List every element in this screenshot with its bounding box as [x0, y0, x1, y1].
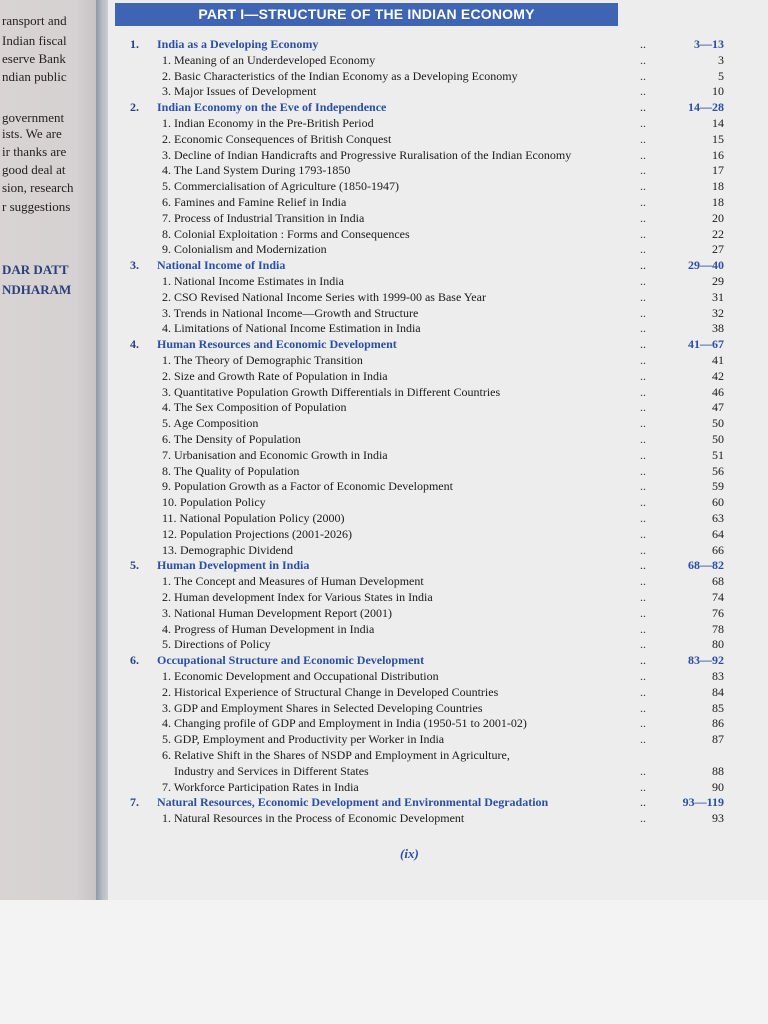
section-page: 38 — [712, 321, 724, 336]
chapter-title[interactable]: Indian Economy on the Eve of Independence — [157, 100, 387, 115]
leader-dots: .. — [640, 732, 646, 747]
leader-dots: .. — [640, 447, 646, 462]
leader-dots: .. — [640, 68, 646, 83]
section-title[interactable]: 9. Population Growth as a Factor of Economic Development — [162, 479, 453, 494]
leader-dots: .. — [640, 353, 646, 367]
section-title[interactable]: 2. Economic Consequences of British Conquest — [162, 131, 392, 146]
section-title[interactable]: 3. Trends in National Income—Growth and Structure — [162, 305, 419, 320]
section-row[interactable] — [0, 226, 768, 242]
section-row[interactable] — [0, 162, 768, 178]
part-header: PART I—STRUCTURE OF THE INDIAN ECONOMY — [115, 3, 618, 26]
section-title[interactable]: 1. The Concept and Measures of Human Development — [162, 574, 424, 589]
section-title[interactable]: 6. Famines and Famine Relief in India — [162, 195, 347, 209]
section-title[interactable]: 5. GDP, Employment and Productivity per Worker in India — [162, 732, 445, 747]
chapter-row[interactable] — [0, 557, 768, 573]
leader-dots: .. — [640, 179, 646, 194]
author-name: NDHARAM — [2, 282, 72, 297]
section-row[interactable] — [0, 526, 768, 542]
leader-dots: .. — [640, 479, 646, 494]
section-page: 76 — [712, 605, 724, 620]
section-row[interactable] — [0, 684, 768, 700]
section-row[interactable] — [0, 621, 768, 637]
leader-dots: .. — [640, 432, 646, 446]
section-page: 42 — [712, 368, 724, 383]
section-row[interactable] — [0, 605, 768, 621]
section-row[interactable] — [0, 352, 768, 368]
section-title[interactable]: 1. Indian Economy in the Pre-British Period — [162, 116, 374, 130]
section-page: 68 — [712, 574, 724, 589]
chapter-title[interactable]: Human Resources and Economic Development — [157, 337, 397, 352]
section-row[interactable] — [0, 494, 768, 510]
section-title[interactable]: 7. Process of Industrial Transition in India — [162, 210, 365, 225]
section-title[interactable]: 2. Historical Experience of Structural Change in Developed Countries — [162, 684, 499, 699]
section-title[interactable]: 5. Directions of Policy — [162, 637, 271, 652]
section-row[interactable] — [0, 368, 768, 384]
section-page: 17 — [712, 163, 724, 178]
chapter-pages: 3—13 — [694, 37, 724, 51]
leader-dots: .. — [640, 763, 646, 778]
leader-dots: .. — [640, 700, 646, 715]
leader-dots: .. — [640, 289, 646, 304]
leader-dots: .. — [640, 795, 646, 810]
leader-dots: .. — [640, 52, 646, 67]
section-page: 84 — [712, 684, 724, 699]
section-page: 15 — [712, 131, 724, 146]
section-title[interactable]: 1. Economic Development and Occupational Distribution — [162, 669, 439, 683]
leader-dots: .. — [640, 811, 646, 826]
section-title[interactable]: Industry and Services in Different States — [162, 763, 369, 778]
section-page: 18 — [712, 195, 724, 209]
section-page: 93 — [712, 811, 724, 826]
section-row[interactable] — [0, 305, 768, 321]
section-title[interactable]: 2. Size and Growth Rate of Population in India — [162, 368, 388, 383]
section-row[interactable] — [0, 779, 768, 795]
section-page: 50 — [712, 416, 724, 431]
section-page: 27 — [712, 242, 724, 257]
leader-dots: .. — [640, 684, 646, 699]
chapter-title[interactable]: Human Development in India — [157, 558, 310, 573]
leader-dots: .. — [640, 400, 646, 415]
section-page: 56 — [712, 463, 724, 478]
section-title[interactable]: 13. Demographic Dividend — [162, 542, 293, 557]
section-title[interactable]: 7. Urbanisation and Economic Growth in India — [162, 447, 388, 462]
left-page-line: Indian fiscal — [2, 33, 67, 48]
leader-dots: .. — [640, 368, 646, 383]
section-title[interactable]: 12. Population Projections (2001-2026) — [162, 526, 352, 541]
section-page: 60 — [712, 495, 724, 510]
section-row[interactable] — [0, 241, 768, 257]
section-page: 63 — [712, 511, 724, 525]
section-title[interactable]: 3. Quantitative Population Growth Differentials in Different Countries — [162, 384, 501, 399]
section-row[interactable] — [0, 747, 768, 763]
leader-dots: .. — [640, 574, 646, 589]
section-title[interactable]: 2. CSO Revised National Income Series with 1999-00 as Base Year — [162, 289, 486, 304]
section-row[interactable] — [0, 52, 768, 68]
leader-dots: .. — [640, 210, 646, 225]
section-title[interactable]: 3. GDP and Employment Shares in Selected Developing Countries — [162, 700, 483, 715]
section-page: 85 — [712, 700, 724, 715]
section-page: 87 — [712, 732, 724, 747]
leader-dots: .. — [640, 305, 646, 320]
left-page-line: ndian public — [2, 69, 67, 84]
leader-dots: .. — [640, 716, 646, 731]
section-page: 59 — [712, 479, 724, 494]
section-page: 51 — [712, 447, 724, 462]
section-page: 80 — [712, 637, 724, 652]
chapter-row[interactable] — [0, 257, 768, 273]
section-title[interactable]: 8. Colonial Exploitation : Forms and Consequences — [162, 226, 410, 241]
chapter-pages: 93—119 — [682, 795, 724, 810]
leader-dots: .. — [640, 37, 646, 51]
leader-dots: .. — [640, 163, 646, 178]
leader-dots: .. — [640, 321, 646, 336]
section-title[interactable]: 4. Limitations of National Income Estimation in India — [162, 321, 421, 336]
section-page: 83 — [712, 669, 724, 683]
leader-dots: .. — [640, 463, 646, 478]
leader-dots: .. — [640, 637, 646, 652]
section-title[interactable]: 1. National Income Estimates in India — [162, 274, 344, 288]
leader-dots: .. — [640, 653, 646, 668]
chapter-title[interactable]: Occupational Structure and Economic Development — [157, 653, 425, 668]
section-page: 66 — [712, 542, 724, 557]
section-title[interactable]: 4. The Land System During 1793-1850 — [162, 163, 351, 178]
section-row[interactable] — [0, 573, 768, 589]
section-row[interactable] — [0, 463, 768, 479]
section-page: 31 — [712, 289, 724, 304]
section-row[interactable] — [0, 289, 768, 305]
section-row[interactable] — [0, 147, 768, 163]
section-title[interactable]: 3. Decline of Indian Handicrafts and Progressive Ruralisation of the Indian Economy — [162, 147, 572, 162]
section-row[interactable] — [0, 542, 768, 558]
section-row[interactable] — [0, 589, 768, 605]
leader-dots: .. — [640, 258, 646, 273]
section-row[interactable] — [0, 384, 768, 400]
chapter-number: 7. — [130, 795, 139, 810]
section-title[interactable]: 2. Human development Index for Various States in India — [162, 590, 433, 604]
chapter-number: 1. — [130, 37, 139, 51]
section-row[interactable] — [0, 478, 768, 494]
section-page: 86 — [712, 716, 724, 731]
chapter-row[interactable] — [0, 36, 768, 52]
section-page: 14 — [712, 116, 724, 130]
section-title[interactable]: 1. Natural Resources in the Process of Economic Development — [162, 811, 465, 826]
section-title[interactable]: 6. The Density of Population — [162, 432, 301, 446]
left-page-line: good deal at — [2, 162, 66, 177]
section-title[interactable]: 10. Population Policy — [162, 495, 266, 510]
section-page: 32 — [712, 305, 724, 320]
section-title[interactable]: 3. National Human Development Report (2001) — [162, 605, 392, 620]
section-row[interactable] — [0, 273, 768, 289]
chapter-title[interactable]: India as a Developing Economy — [157, 37, 319, 51]
section-page: 78 — [712, 621, 724, 636]
section-row[interactable] — [0, 194, 768, 210]
leader-dots: .. — [640, 669, 646, 683]
section-page: 88 — [712, 763, 724, 778]
leader-dots: .. — [640, 621, 646, 636]
leader-dots: .. — [640, 195, 646, 209]
section-page: 90 — [712, 779, 724, 794]
leader-dots: .. — [640, 337, 646, 352]
section-row[interactable] — [0, 131, 768, 147]
section-title[interactable]: 9. Colonialism and Modernization — [162, 242, 327, 257]
left-page-line: ransport and — [2, 13, 67, 28]
section-title[interactable]: 8. The Quality of Population — [162, 463, 300, 478]
leader-dots: .. — [640, 590, 646, 604]
page-number: (ix) — [400, 846, 419, 861]
section-title[interactable]: 1. Meaning of an Underdeveloped Economy — [162, 52, 376, 67]
section-row[interactable] — [0, 431, 768, 447]
leader-dots: .. — [640, 147, 646, 162]
section-page: 18 — [712, 179, 724, 194]
section-row[interactable] — [0, 68, 768, 84]
section-row[interactable] — [0, 178, 768, 194]
section-row[interactable] — [0, 320, 768, 336]
section-title[interactable]: 6. Relative Shift in the Shares of NSDP and Employment in Agriculture, — [162, 748, 510, 762]
chapter-number: 6. — [130, 653, 139, 668]
leader-dots: .. — [640, 116, 646, 130]
left-page-line: r suggestions — [2, 199, 71, 214]
chapter-number: 2. — [130, 100, 139, 115]
leader-dots: .. — [640, 511, 646, 525]
section-row[interactable] — [0, 415, 768, 431]
chapter-number: 4. — [130, 337, 139, 352]
left-page-line: ists. We are — [2, 126, 62, 141]
section-title[interactable]: 1. The Theory of Demographic Transition — [162, 353, 363, 367]
section-page: 41 — [712, 353, 724, 367]
leader-dots: .. — [640, 274, 646, 288]
section-page: 10 — [712, 84, 724, 99]
section-page: 20 — [712, 210, 724, 225]
chapter-number: 5. — [130, 558, 139, 573]
leader-dots: .. — [640, 100, 646, 115]
leader-dots: .. — [640, 779, 646, 794]
leader-dots: .. — [640, 131, 646, 146]
chapter-number: 3. — [130, 258, 139, 273]
author-name: DAR DATT — [2, 262, 69, 277]
section-row[interactable] — [0, 399, 768, 415]
leader-dots: .. — [640, 242, 646, 257]
section-row[interactable] — [0, 447, 768, 463]
chapter-row[interactable] — [0, 794, 768, 810]
leader-dots: .. — [640, 84, 646, 99]
leader-dots: .. — [640, 558, 646, 573]
chapter-row[interactable] — [0, 99, 768, 115]
section-row[interactable] — [0, 731, 768, 747]
left-page-line: sion, research — [2, 180, 74, 195]
chapter-row[interactable] — [0, 652, 768, 668]
section-row[interactable] — [0, 510, 768, 526]
section-row[interactable] — [0, 115, 768, 131]
section-page: 22 — [712, 226, 724, 241]
section-page: 64 — [712, 526, 724, 541]
section-row[interactable] — [0, 636, 768, 652]
section-page: 46 — [712, 384, 724, 399]
left-page-line: eserve Bank — [2, 51, 66, 66]
section-row[interactable] — [0, 763, 768, 779]
section-title[interactable]: 5. Age Composition — [162, 416, 259, 431]
leader-dots: .. — [640, 384, 646, 399]
leader-dots: .. — [640, 605, 646, 620]
section-page: 3 — [718, 52, 724, 67]
section-title[interactable]: 7. Workforce Participation Rates in India — [162, 779, 359, 794]
section-title[interactable]: 5. Commercialisation of Agriculture (1850-1947) — [162, 179, 399, 194]
left-page-line: ir thanks are — [2, 144, 67, 159]
section-row[interactable] — [0, 810, 768, 826]
section-page: 47 — [712, 400, 724, 415]
scan-background — [0, 900, 768, 1024]
chapter-title[interactable]: Natural Resources, Economic Development and Environmental Degradation — [157, 795, 549, 810]
section-row[interactable] — [0, 715, 768, 731]
leader-dots: .. — [640, 526, 646, 541]
section-title[interactable]: 3. Major Issues of Development — [162, 84, 317, 99]
leader-dots: .. — [640, 226, 646, 241]
section-page: 5 — [718, 68, 724, 83]
chapter-pages: 29—40 — [688, 258, 724, 273]
chapter-pages: 14—28 — [688, 100, 724, 115]
chapter-pages: 83—92 — [688, 653, 724, 668]
chapter-title[interactable]: National Income of India — [157, 258, 286, 273]
section-row[interactable] — [0, 668, 768, 684]
section-row[interactable] — [0, 210, 768, 226]
leader-dots: .. — [640, 542, 646, 557]
section-page: 50 — [712, 432, 724, 446]
section-title[interactable]: 11. National Population Policy (2000) — [162, 511, 345, 525]
section-title[interactable]: 2. Basic Characteristics of the Indian Economy as a Developing Economy — [162, 68, 518, 83]
leader-dots: .. — [640, 495, 646, 510]
chapter-row[interactable] — [0, 336, 768, 352]
chapter-pages: 41—67 — [688, 337, 724, 352]
section-page: 74 — [712, 590, 724, 604]
section-page: 29 — [712, 274, 724, 288]
section-title[interactable]: 4. The Sex Composition of Population — [162, 400, 347, 415]
section-row[interactable] — [0, 700, 768, 716]
left-page-line: government — [2, 110, 65, 125]
chapter-pages: 68—82 — [688, 558, 724, 573]
section-title[interactable]: 4. Progress of Human Development in India — [162, 621, 375, 636]
leader-dots: .. — [640, 416, 646, 431]
section-page: 16 — [712, 147, 724, 162]
section-row[interactable] — [0, 83, 768, 99]
section-title[interactable]: 4. Changing profile of GDP and Employment in India (1950-51 to 2001-02) — [162, 716, 527, 731]
